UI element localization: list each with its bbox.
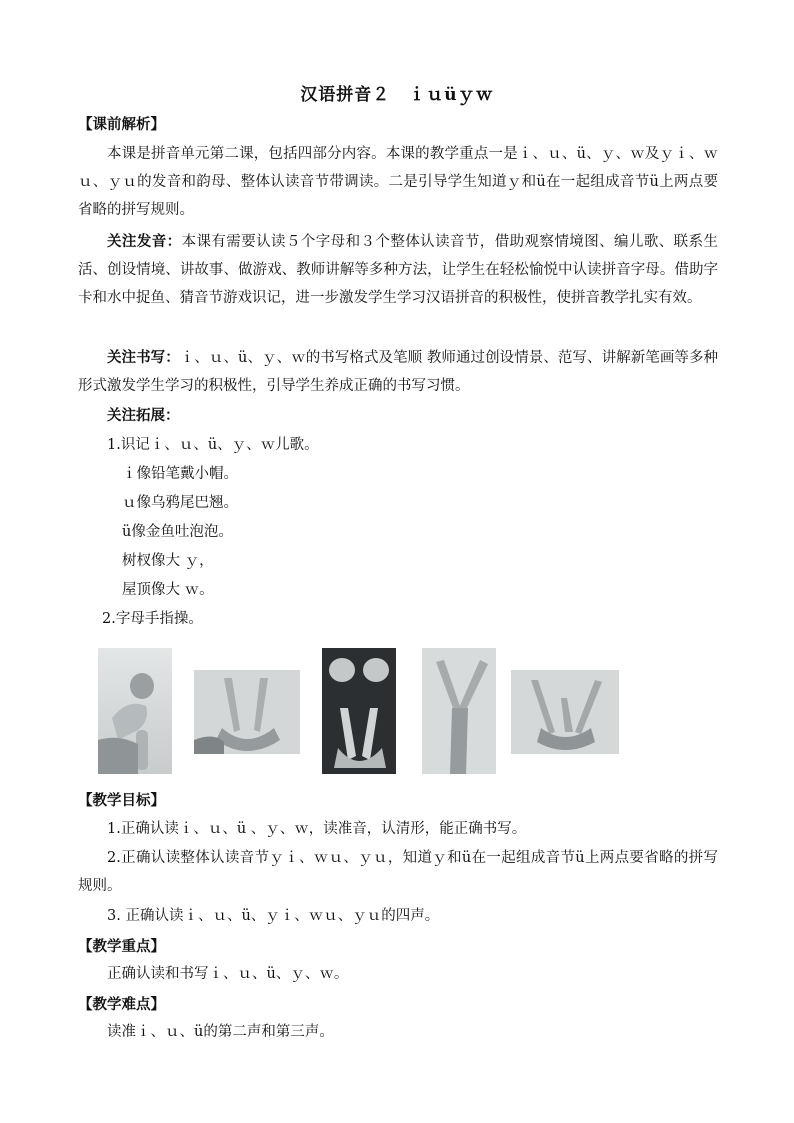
extension-item-1: 1.识记ｉ、ｕ、ü、ｙ、ｗ儿歌。: [107, 437, 319, 453]
writing-label: 关注书写：: [107, 349, 180, 366]
difficulties-text: 读准ｉ、ｕ、ü的第二声和第三声。: [107, 1024, 334, 1040]
hand-gesture-y-photo: [422, 648, 496, 774]
goal-item: 1.正确认读ｉ、ｕ、ü 、ｙ、ｗ，读准音，认清形，能正确书写。: [107, 821, 527, 837]
difficulties-heading: 【教学难点】: [78, 996, 165, 1013]
writing-text: ｉ、ｕ、ü、ｙ、ｗ的书写格式及笔顺 教师通过创设情景、范写、讲解新笔画等多种形式激发学生学习的积极性，引导学生养成正确的书写习惯。: [78, 350, 719, 394]
rhyme-line: 树杈像大 ｙ，: [122, 553, 214, 569]
goal-item: 2.正确认读整体认读音节ｙｉ、ｗｕ、ｙｕ，知道ｙ和ü在一起组成音节ü上两点要省略的拼写规则。: [78, 850, 718, 894]
rhyme-line: ｕ像乌鸦尾巴翘。: [122, 495, 238, 511]
extension-label: 关注拓展：: [107, 407, 180, 424]
rhyme-line: ｉ像铅笔戴小帽。: [122, 466, 238, 482]
pronunciation-text: 本课有需要认读５个字母和３个整体认读音节，借助观察情境图、编儿歌、联系生活、创设情境、讲故事、做游戏、教师讲解等多种方法，让学生在轻松愉悦中认读拼音字母。借助字卡和水中捉鱼、猜音节游戏识记，进一步激发学生学习汉语拼音的积极性，使拼音教学扎实有效。: [78, 234, 718, 306]
key-points-heading: 【教学重点】: [78, 938, 165, 955]
hand-gesture-i-photo: [98, 648, 172, 774]
rhyme-line: 屋顶像大 ｗ。: [122, 582, 214, 598]
hand-gesture-ü-photo: [322, 648, 396, 774]
pronunciation-label: 关注发音：: [107, 233, 182, 250]
hand-gesture-w-photo: [511, 670, 619, 754]
rhyme-line: ü像金鱼吐泡泡。: [122, 524, 233, 540]
analysis-intro: 本课是拼音单元第二课，包括四部分内容。本课的教学重点一是ｉ、ｕ、ü、ｙ、ｗ及ｙｉ、ｗｕ、ｙｕ的发音和韵母、整体认读音节带调读。二是引导学生知道ｙ和ü在一起组成音节ü上两点要省略的拼写规则。: [78, 146, 718, 218]
key-points-text: 正确认读和书写ｉ、ｕ、ü、ｙ、ｗ。: [107, 966, 349, 982]
extension-item-2: 2.字母手指操。: [102, 611, 203, 627]
hand-gesture-u-photo: [194, 670, 300, 754]
goal-item: 3. 正确认读ｉ、ｕ、ü、ｙｉ、ｗｕ、ｙｕ的四声。: [107, 908, 440, 924]
pronunciation-paragraph: [78, 228, 718, 312]
analysis-heading: 【课前解析】: [78, 116, 165, 133]
goals-heading: 【教学目标】: [78, 792, 165, 809]
page-title: 汉语拼音２ ｉｕüｙｗ: [300, 85, 494, 105]
writing-paragraph: [78, 344, 718, 400]
